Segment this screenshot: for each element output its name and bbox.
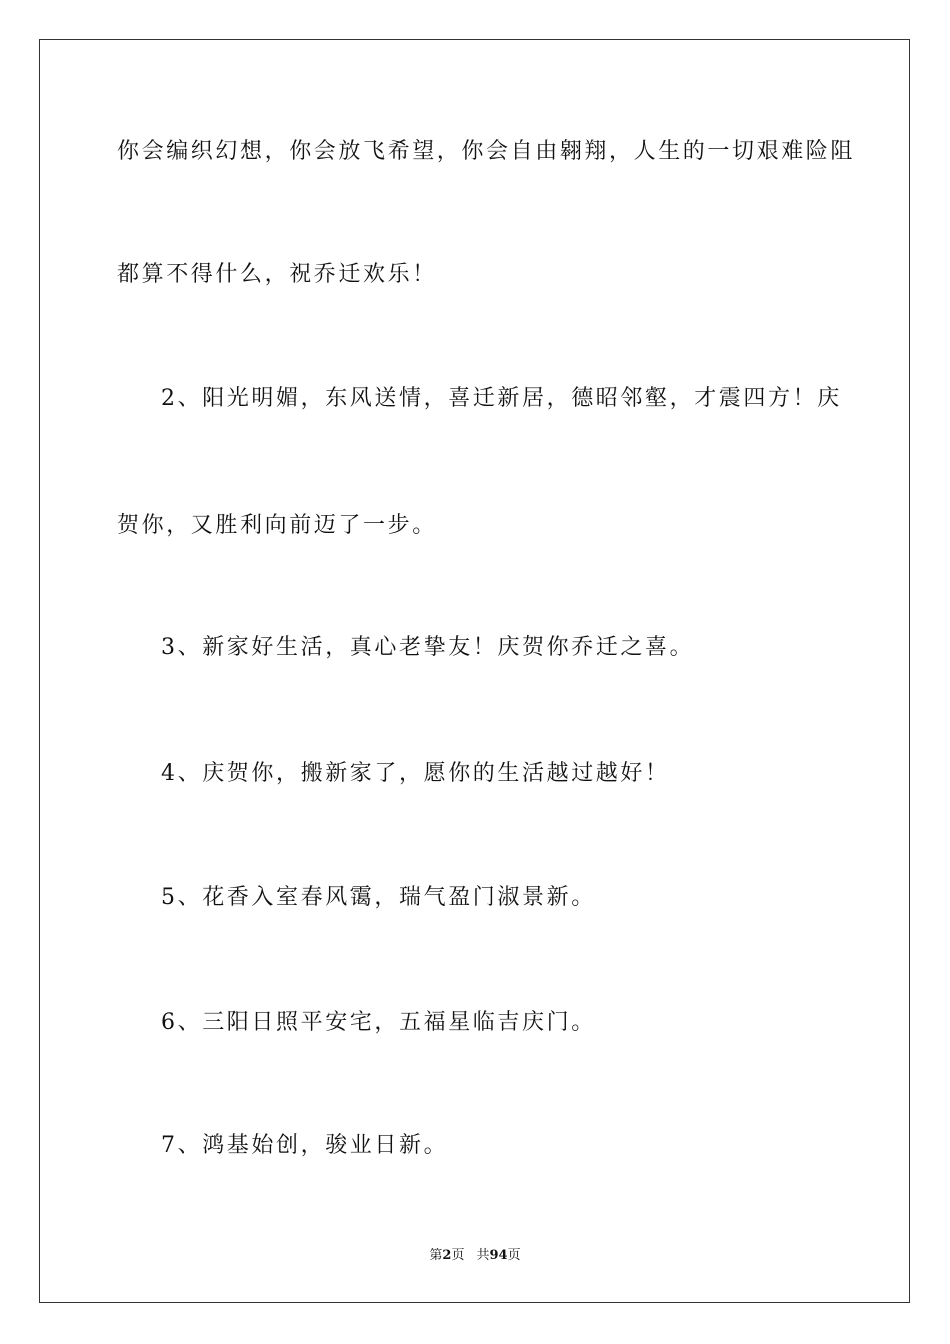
paragraph-7-line-1: 7、鸿基始创，骏业日新。 — [161, 1133, 449, 1158]
paragraph-4-line-1: 4、庆贺你，搬新家了，愿你的生活越过越好！ — [161, 761, 670, 786]
paragraph-3-line-1: 3、新家好生活，真心老挚友！庆贺你乔迁之喜。 — [161, 635, 695, 660]
total-prefix: 共 — [476, 1248, 490, 1263]
paragraph-5-line-1: 5、花香入室春风霭，瑞气盈门淑景新。 — [161, 885, 596, 910]
paragraph-2-line-2: 贺你，又胜利向前迈了一步。 — [117, 513, 437, 538]
paragraph-1-line-1: 你会编织幻想，你会放飞希望，你会自由翱翔，人生的一切艰难险阻 — [117, 139, 856, 164]
total-pages: 94 — [489, 1248, 508, 1263]
page-footer — [0, 1246, 950, 1266]
paragraph-1-line-2: 都算不得什么，祝乔迁欢乐！ — [117, 262, 437, 287]
total-suffix: 页 — [507, 1248, 521, 1263]
page-prefix: 第 — [429, 1248, 443, 1263]
page-suffix: 页 — [451, 1248, 465, 1263]
page-border — [39, 39, 910, 1303]
paragraph-6-line-1: 6、三阳日照平安宅，五福星临吉庆门。 — [161, 1010, 596, 1035]
paragraph-2-line-1: 2、阳光明媚，东风送情，喜迁新居，德昭邻壑，才震四方！庆 — [161, 386, 842, 411]
page-number: 2 — [442, 1248, 452, 1263]
